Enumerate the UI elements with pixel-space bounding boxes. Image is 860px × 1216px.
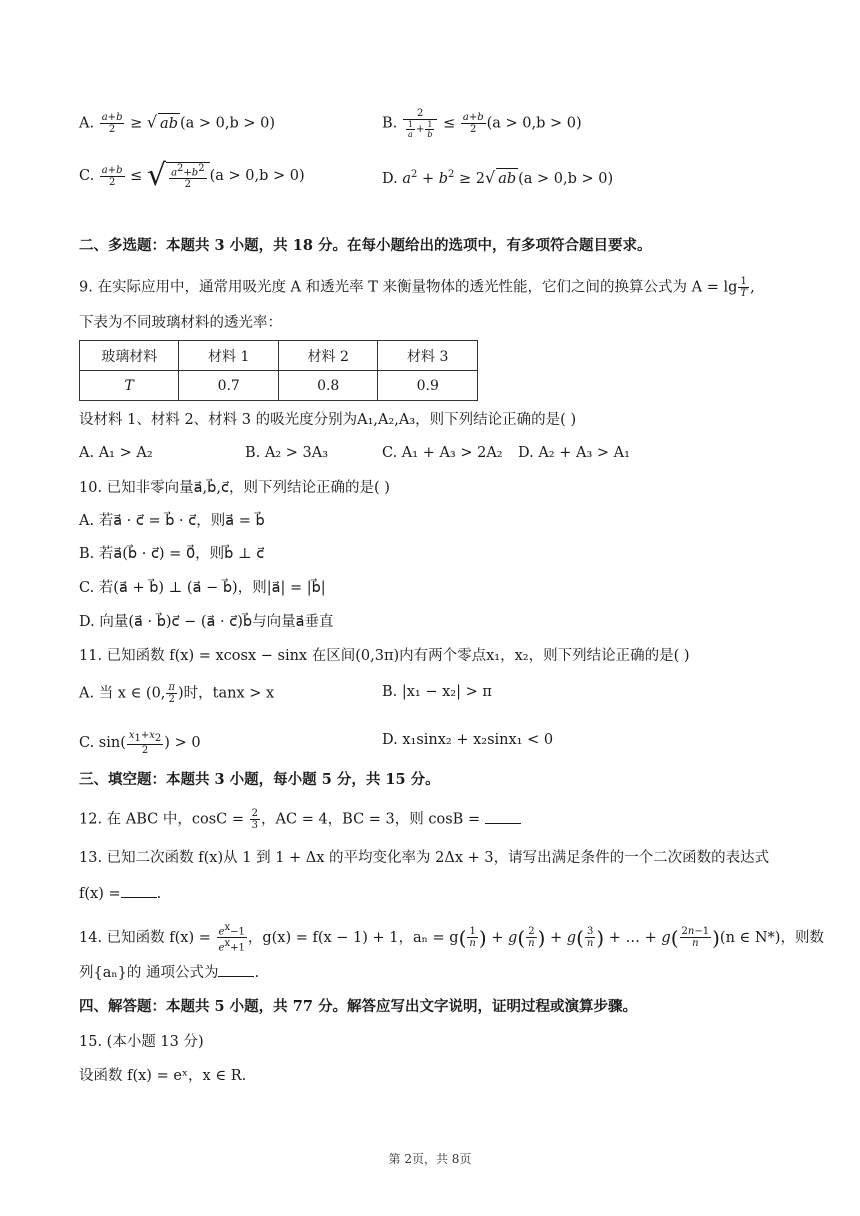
table-header-cell: 材料 1	[179, 341, 279, 371]
q10-option-b: B. 若a⃗(b⃗ · c⃗) = 0⃗，则b⃗ ⊥ c⃗	[79, 546, 265, 562]
q9-stem-line3: 设材料 1、材料 2、材料 3 的吸光度分别为A₁,A₂,A₃，则下列结论正确的是( )	[79, 412, 577, 428]
q10-option-c: C. 若(a⃗ + b⃗) ⊥ (a⃗ − b⃗)，则|a⃗| = |b⃗|	[79, 580, 326, 596]
q14-stem-line2: 列{aₙ}的 通项公式为 .	[79, 962, 259, 983]
q15-title: 15. (本小题 13 分)	[79, 1034, 204, 1050]
table-header-row	[80, 341, 478, 371]
q14-answer-blank[interactable]	[218, 962, 254, 977]
table-header-cell: 材料 2	[278, 341, 378, 371]
q13-stem-line1: 13. 已知二次函数 f(x)从 1 到 1 + Δx 的平均变化率为 2Δx + 3，请写出满足条件的一个二次函数的表达式	[79, 850, 770, 866]
q10-option-a: A. 若a⃗ · c⃗ = b⃗ · c⃗，则a⃗ = b⃗	[79, 513, 265, 529]
table-row	[80, 371, 478, 401]
q9-option-b: B. A₂ > 3A₃	[245, 445, 329, 461]
q8-option-b: B. 2 $\frac{1}{a}$ + $\frac{1}{b}$ ≤ $\frac{a+b}{2}$ (a > 0,b > 0)	[382, 108, 582, 139]
table-header-cell: 材料 3	[378, 341, 478, 371]
q13-stem-line2: f(x) = .	[79, 883, 161, 904]
q11-option-a: A. 当 x ∈ (0, $\frac{\pi}{2}$ )时，tanx > x	[79, 682, 275, 705]
table-cell: 0.8	[278, 371, 378, 401]
table-row-label: T	[80, 371, 179, 401]
q15-stem: 设函数 f(x) = eˣ，x ∈ R.	[79, 1068, 247, 1084]
q9-option-a: A. A₁ > A₂	[79, 445, 153, 461]
page-footer: 第 2页，共 8页	[388, 1152, 472, 1166]
section-3-heading: 三、填空题：本题共 3 小题，每小题 5 分，共 15 分。	[79, 771, 440, 788]
table-header-cell: 玻璃材料	[80, 341, 179, 371]
q12-stem: 12. 在 ABC 中，cosC = $\frac{2}{3}$ ，AC = 4，BC = 3，则 cosB =	[79, 808, 521, 831]
q9-stem-line1: 9. 在实际应用中，通常用吸光度 A 和透光率 T 来衡量物体的透光性能，它们之间的换算公式为 A = lg $\frac{1}{T}$ ,	[79, 276, 755, 299]
table-cell: 0.7	[179, 371, 279, 401]
transmittance-table	[79, 340, 478, 401]
q9-option-c: C. A₁ + A₃ > 2A₂	[382, 445, 503, 461]
table-cell: 0.9	[378, 371, 478, 401]
q14-stem-line1: 14. 已知函数 f(x) = $\frac{e^x-1}{e^x+1}$ ，g(x) = f(x − 1) + 1，aₙ = g( $\frac{1}{n}$ ) + g( $\frac{2}{n}$ ) + g( $\frac{3}{n}$ ) + … + g( $\frac{2n-1}{n}$ )(n ∈ N*)，则数	[79, 922, 824, 954]
q9-option-d: D. A₂ + A₃ > A₁	[518, 445, 630, 461]
q8-option-d: D. $a^2 + b^2 \ge 2√$ ab (a > 0,b > 0)	[382, 167, 614, 187]
q11-option-c: C. sin( $\frac{x_1+x_2}{2}$ ) > 0	[79, 730, 201, 756]
q8-option-c: C. $\frac{a+b}{2}$ ≤ √ $\frac{a^2+b^2}{2}$ (a > 0,b > 0)	[79, 158, 305, 194]
q10-option-d: D. 向量(a⃗ · b⃗)c⃗ − (a⃗ · c⃗)b⃗与向量a⃗垂直	[79, 614, 334, 630]
q9-stem-line2: 下表为不同玻璃材料的透光率：	[79, 315, 282, 331]
q13-answer-blank[interactable]	[121, 883, 157, 898]
q10-stem: 10. 已知非零向量a⃗,b⃗,c⃗，则下列结论正确的是( )	[79, 480, 390, 496]
section-2-heading: 二、多选题：本题共 3 小题，共 18 分。在每小题给出的选项中，有多项符合题目要求。	[79, 237, 652, 254]
q11-option-d: D. x₁sinx₂ + x₂sinx₁ < 0	[382, 732, 554, 748]
q8-option-a: A. $\frac{a+b}{2}$ ≥ √ ab (a > 0,b > 0)	[79, 112, 276, 135]
q11-stem: 11. 已知函数 f(x) = xcosx − sinx 在区间(0,3π)内有两个零点x₁，x₂，则下列结论正确的是( )	[79, 648, 690, 664]
q12-answer-blank[interactable]	[485, 809, 521, 824]
q11-option-b: B. |x₁ − x₂| > π	[382, 684, 492, 700]
section-4-heading: 四、解答题：本题共 5 小题，共 77 分。解答应写出文字说明，证明过程或演算步骤。	[79, 998, 637, 1015]
